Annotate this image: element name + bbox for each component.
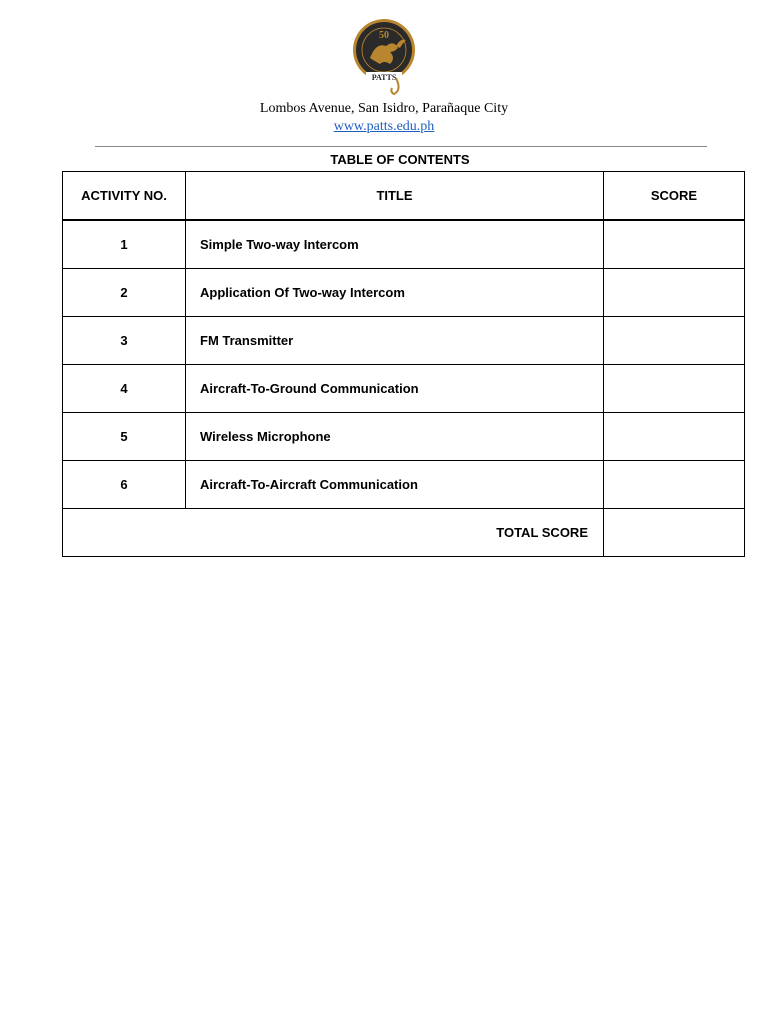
table-row bbox=[63, 317, 745, 365]
address-line: Lombos Avenue, San Isidro, Parañaque City bbox=[259, 101, 509, 116]
logo-text: PATTS bbox=[371, 73, 397, 82]
website-link[interactable]: www.patts.edu.ph bbox=[333, 119, 435, 134]
website-line bbox=[0, 118, 768, 136]
column-header-title: TITLE bbox=[186, 172, 604, 221]
activity-score bbox=[604, 220, 745, 269]
table-row bbox=[63, 461, 745, 509]
activity-title: Wireless Microphone bbox=[186, 413, 604, 461]
activity-number: 5 bbox=[63, 413, 186, 461]
svg-text:50: 50 bbox=[379, 30, 389, 41]
activity-title: FM Transmitter bbox=[186, 317, 604, 365]
activity-number: 4 bbox=[63, 365, 186, 413]
activity-number: 2 bbox=[63, 269, 186, 317]
total-score-value bbox=[604, 509, 745, 557]
column-header-score: SCORE bbox=[604, 172, 745, 221]
total-score-label: TOTAL SCORE bbox=[63, 509, 604, 557]
toc-header-row bbox=[63, 172, 745, 221]
table-row bbox=[63, 365, 745, 413]
activity-score bbox=[604, 461, 745, 509]
table-row bbox=[63, 269, 745, 317]
activity-number: 3 bbox=[63, 317, 186, 365]
activity-score bbox=[604, 317, 745, 365]
table-row bbox=[63, 413, 745, 461]
school-seal-logo bbox=[350, 12, 418, 96]
activity-score bbox=[604, 365, 745, 413]
activity-score bbox=[604, 269, 745, 317]
total-row bbox=[63, 509, 745, 557]
activity-title: Simple Two-way Intercom bbox=[186, 220, 604, 269]
toc-heading: TABLE OF CONTENTS bbox=[330, 152, 470, 167]
table-row bbox=[63, 220, 745, 269]
activity-number: 1 bbox=[63, 220, 186, 269]
activity-title: Aircraft-To-Aircraft Communication bbox=[186, 461, 604, 509]
column-header-activity-no: ACTIVITY NO. bbox=[63, 172, 186, 221]
activity-number: 6 bbox=[63, 461, 186, 509]
toc-table bbox=[62, 171, 745, 557]
activity-title: Aircraft-To-Ground Communication bbox=[186, 365, 604, 413]
activity-score bbox=[604, 413, 745, 461]
header-divider bbox=[95, 146, 707, 147]
activity-title: Application Of Two-way Intercom bbox=[186, 269, 604, 317]
